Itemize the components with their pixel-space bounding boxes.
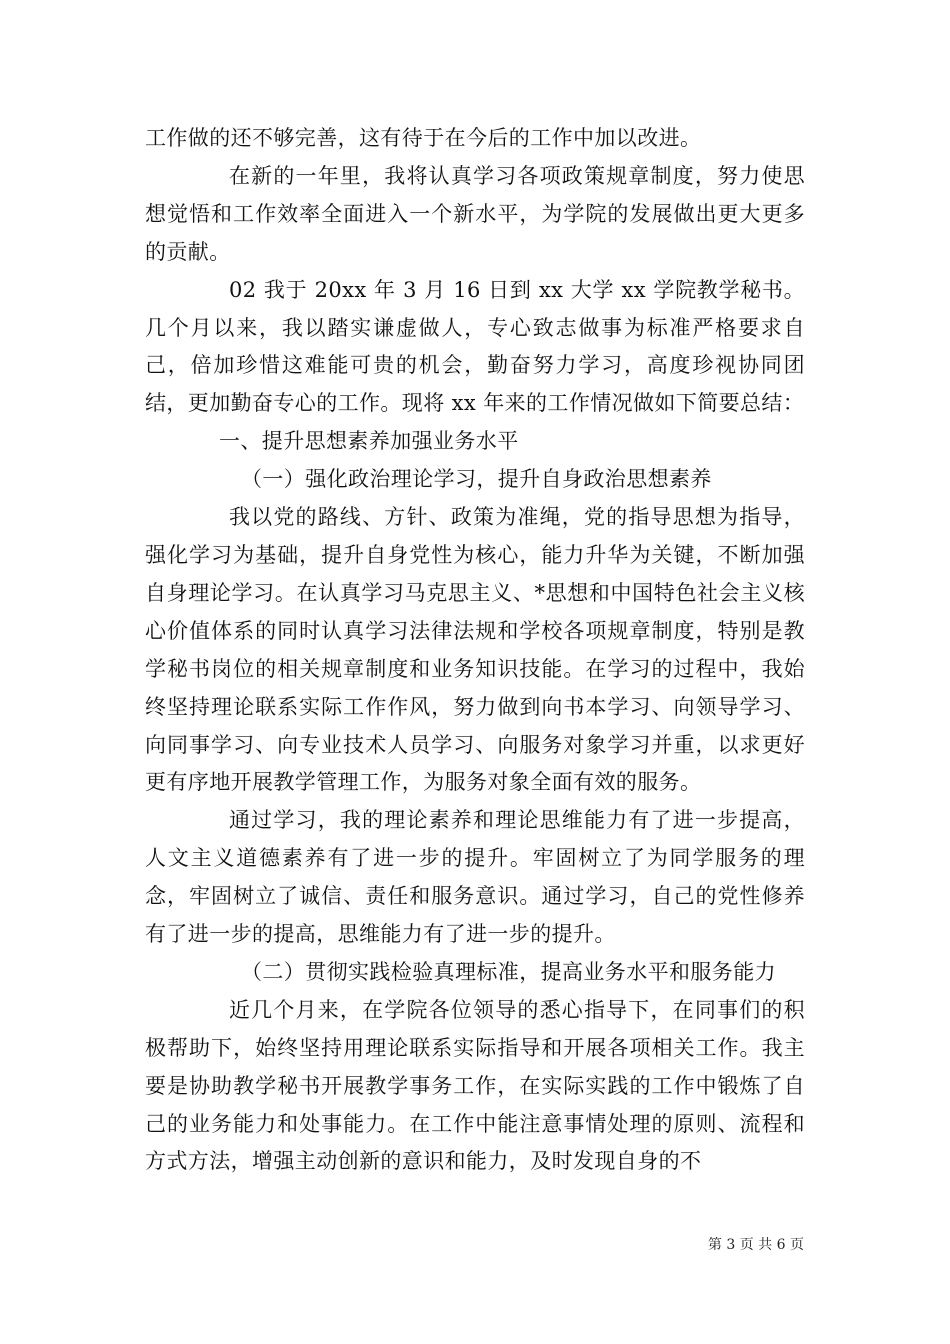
paragraph-continuation: 工作做的还不够完善，这有待于在今后的工作中加以改进。: [145, 126, 702, 150]
document-body: [145, 120, 805, 1181]
section-heading-1: 一、提升思想素养加强业务水平: [219, 429, 519, 454]
paragraph-practice: 近几个月来，在学院各位领导的悉心指导下，在同事们的积极帮助下，始终坚持用理论联系实际指导和开展各项相关工作。我主要是协助教学秘书开展教学事务工作，在实际实践的工作中锻炼了自己的业务能力和处事能力。在工作中能注意事情处理的原则、流程和方式方法，增强主动创新的意识和能力，及时发现自身的不: [145, 997, 805, 1174]
paragraph-new-year: 在新的一年里，我将认真学习各项政策规章制度，努力使思想觉悟和工作效率全面进入一个新水平，为学院的发展做出更大更多的贡献。: [145, 163, 805, 264]
paragraph-intro: 02 我于 20xx 年 3 月 16 日到 xx 大学 xx 学院教学秘书。几个月以来，我以踏实谦虚做人，专心致志做事为标准严格要求自己，倍加珍惜这难能可贵的机会，勤奋努力学习，高度珍视协同团结，更加勤奋专心的工作。现将 xx 年来的工作情况做如下简要总结：: [145, 277, 805, 416]
paragraph-study-results: 通过学习，我的理论素养和理论思维能力有了进一步提高，人文主义道德素养有了进一步的提升。牢固树立了为同学服务的理念，牢固树立了诚信、责任和服务意识。通过学习，自己的党性修养有了进一步的提高，思维能力有了进一步的提升。: [145, 808, 805, 947]
subsection-heading-2: （二）贯彻实践检验真理标准，提高业务水平和服务能力: [241, 959, 776, 984]
page-number-footer: 第 3 页 共 6 页: [707, 1237, 804, 1253]
paragraph-theory-study: 我以党的路线、方针、政策为准绳，党的指导思想为指导，强化学习为基础，提升自身党性为核心，能力升华为关键，不断加强自身理论学习。在认真学习马克思主义、*思想和中国特色社会主义核心价值体系的同时认真学习法律法规和学校各项规章制度，特别是教学秘书岗位的相关规章制度和业务知识技能。在学习的过程中，我始终坚持理论联系实际工作作风，努力做到向书本学习、向领导学习、向同事学习、向专业技术人员学习、向服务对象学习并重，以求更好更有序地开展教学管理工作，为服务对象全面有效的服务。: [145, 505, 805, 795]
subsection-heading-1: （一）强化政治理论学习，提升自身政治思想素养: [241, 467, 712, 492]
